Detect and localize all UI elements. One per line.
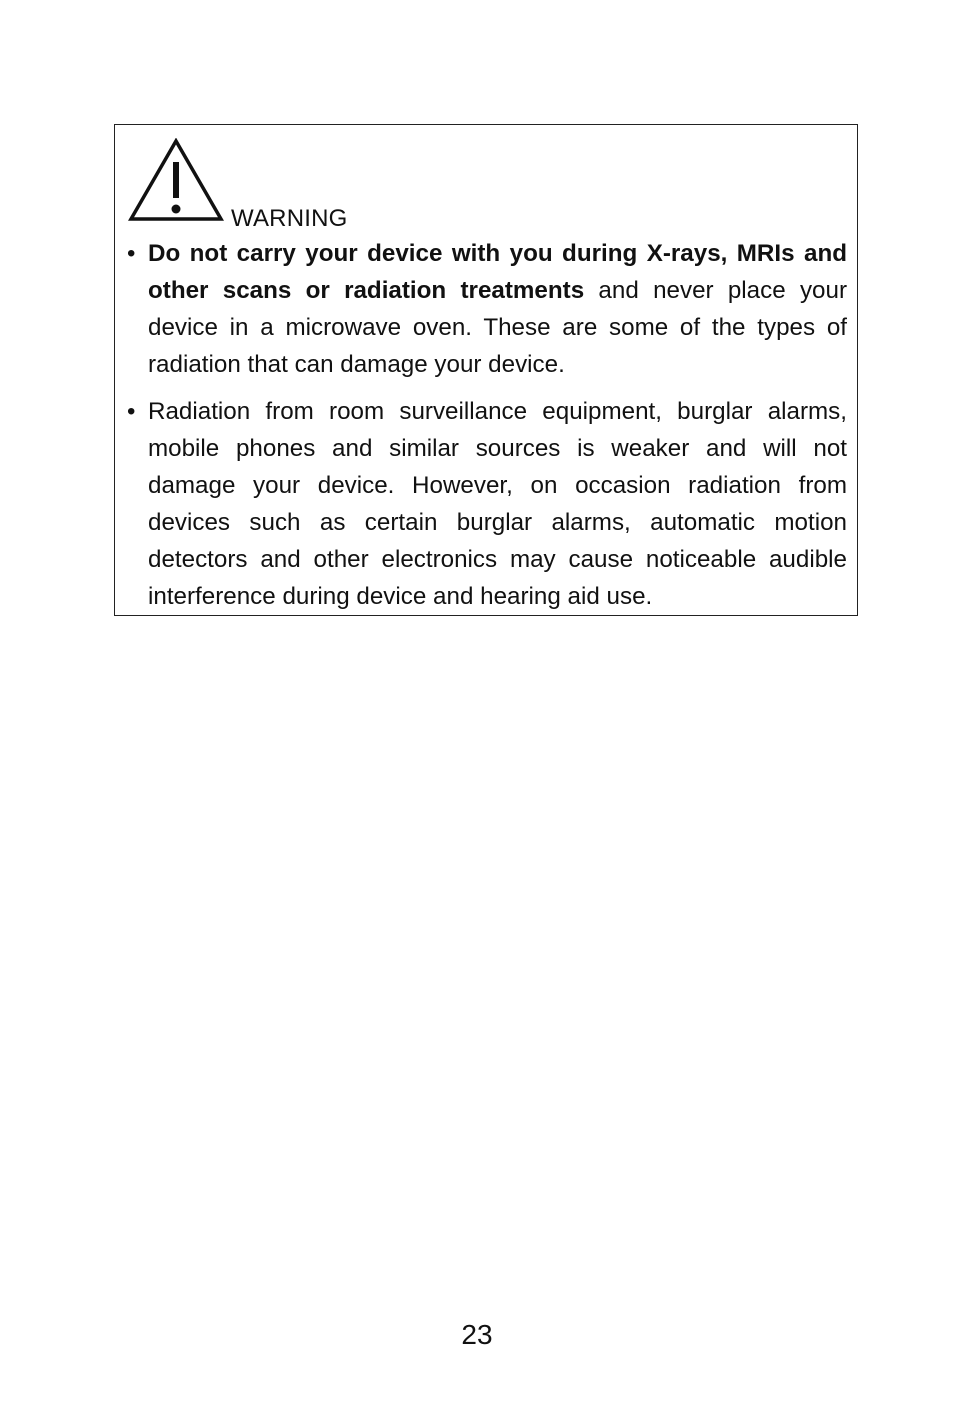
bullet-text: and never place your device in a microwave oven. These are some of the types of radiation that can damage your device.: [148, 277, 847, 378]
bullet-text: Radiation from room surveillance equipment, burglar alarms, mobile phones and similar sources is weaker and will not damage your device. However, on occasion radiation from devices such as certain burglar alarms, automatic motion detectors and other electronics may cause noticeable audible interference during device and hearing aid use.: [148, 398, 847, 610]
warning-bullet-list: [127, 235, 847, 615]
warning-bullet-radiation-scans: [127, 235, 847, 383]
warning-triangle-icon: [128, 138, 224, 222]
warning-title: WARNING: [231, 205, 348, 232]
warning-box: [114, 124, 858, 616]
page-number: 23: [461, 1319, 493, 1350]
bullet-marker: •: [127, 240, 136, 267]
bullet-bold-text: Do not carry your device with you during X-rays, MRIs and other scans or radiation treatments: [148, 240, 847, 304]
warning-header: [128, 138, 828, 232]
warning-bullet-radiation-interference: [127, 393, 847, 615]
bullet-marker: •: [127, 398, 136, 425]
